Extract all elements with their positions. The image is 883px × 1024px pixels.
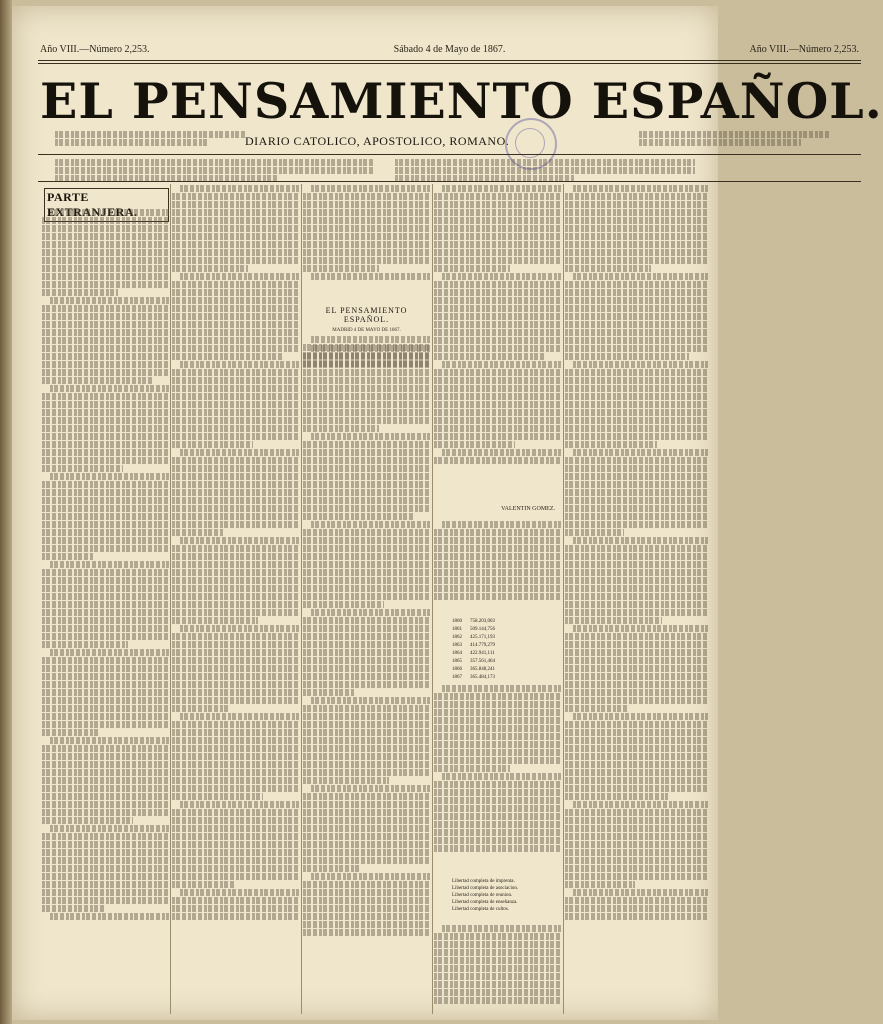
- motto: DIARIO CATOLICO, APOSTOLICO, ROMANO.: [245, 134, 510, 148]
- column-4-bottom-text: [434, 924, 561, 1014]
- prices-rule: [38, 181, 861, 182]
- liberty-item: Libertad completa de cultos.: [452, 907, 509, 912]
- deficit-row: [452, 642, 503, 650]
- issue-header: [40, 44, 859, 55]
- issue-right: Año VIII.—Número 2,253.: [749, 44, 859, 55]
- deficit-value: 425.171,193: [470, 635, 495, 640]
- deficit-year: 1867: [452, 675, 462, 680]
- deficit-row: [452, 666, 503, 674]
- deficit-year: 1860: [452, 619, 462, 624]
- deficit-row: [452, 650, 503, 658]
- column-1: [42, 184, 169, 1014]
- header-rule-2: [38, 63, 861, 64]
- prices-left: [55, 158, 375, 183]
- prices-right: [395, 158, 695, 183]
- deficit-value: 365.484,173: [470, 675, 495, 680]
- column-3-top-text: [303, 184, 430, 296]
- deficit-row: [452, 626, 503, 634]
- subscription-prices: [40, 158, 859, 180]
- deficit-year: 1866: [452, 667, 462, 672]
- subtitle-left-note: [55, 130, 245, 147]
- column-3-heading: [303, 302, 430, 342]
- column-5: [565, 184, 708, 1014]
- column-4-top-text: [434, 184, 561, 502]
- subtitle-band: [40, 130, 859, 152]
- column-4-lower-text: [434, 684, 561, 874]
- deficit-table: [452, 618, 503, 682]
- column-5-text: [565, 184, 708, 1014]
- column-2-text: [172, 184, 299, 1014]
- deficit-value: 414.779,279: [470, 643, 495, 648]
- deficit-value: 758.203,003: [470, 619, 495, 624]
- deficit-value: 357.561,464: [470, 659, 495, 664]
- masthead-title: EL PENSAMIENTO ESPAÑOL.: [40, 72, 883, 130]
- column-4-mid-text: [434, 520, 561, 610]
- liberty-item: Libertad completa de imprenta.: [452, 879, 515, 884]
- editorial-date: MADRID 4 DE MAYO DE 1867.: [332, 328, 401, 333]
- column-3-text: [303, 344, 430, 1014]
- deficit-row: [452, 634, 503, 642]
- deficit-row: [452, 618, 503, 626]
- column-1-text: [42, 208, 169, 1014]
- deficit-year: 1861: [452, 627, 462, 632]
- deficit-value: 365.848,241: [470, 667, 495, 672]
- deficit-row: [452, 658, 503, 666]
- issue-date: Sábado 4 de Mayo de 1867.: [393, 44, 506, 55]
- liberty-item: Libertad completa de enseñanza.: [452, 900, 518, 905]
- deficit-value: 422.941,111: [470, 651, 495, 656]
- deficit-row: [452, 674, 503, 682]
- article-signature: VALENTIN GOMEZ.: [501, 506, 555, 512]
- deficit-year: 1865: [452, 659, 462, 664]
- issue-left: Año VIII.—Número 2,253.: [40, 44, 150, 55]
- liberty-list: [452, 878, 518, 913]
- binding-gutter: [0, 0, 12, 1024]
- liberty-item: Libertad completa de reunion.: [452, 893, 513, 898]
- header-rule: [38, 60, 861, 61]
- article-columns: [42, 184, 861, 1014]
- subtitle-right-note: [639, 130, 829, 147]
- deficit-year: 1862: [452, 635, 462, 640]
- section-title-foreign: PARTE EXTRANJERA.: [44, 188, 169, 222]
- editorial-title: EL PENSAMIENTO ESPAÑOL.: [325, 306, 408, 324]
- column-2: [172, 184, 299, 1014]
- column-4: [434, 184, 561, 1014]
- deficit-year: 1863: [452, 643, 462, 648]
- deficit-year: 1864: [452, 651, 462, 656]
- liberty-item: Libertad completa de asociacion.: [452, 886, 519, 891]
- deficit-value: 509.144,756: [470, 627, 495, 632]
- subtitle-rule: [38, 154, 861, 155]
- column-3: [303, 184, 430, 1014]
